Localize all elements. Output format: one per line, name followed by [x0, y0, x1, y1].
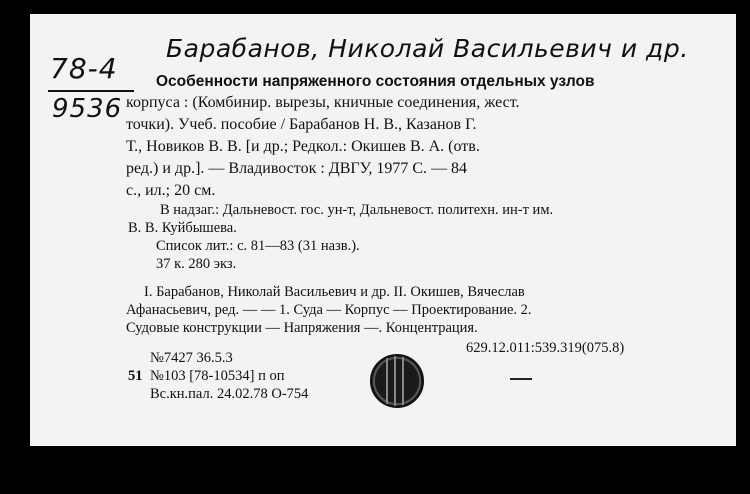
- stray-dash-mark: [510, 378, 532, 380]
- registry-line-3: Вс.кн.пал. 24.02.78 О-754: [150, 386, 309, 402]
- body-line-title: Особенности напряженного состояния отдельных узлов: [156, 73, 595, 90]
- registry-line-2: №103 [78-10534] п оп: [150, 368, 285, 384]
- body-line: точки). Учеб. пособие / Барабанов Н. В., Казанов Г.: [126, 116, 477, 133]
- tracing-line: Афанасьевич, ред. — — 1. Суда — Корпус — Проектирование. 2.: [126, 302, 532, 318]
- note-line: 37 к. 280 экз.: [156, 256, 237, 272]
- handwritten-author-heading: Барабанов, Николай Васильевич и др.: [166, 34, 689, 63]
- tracing-line: I. Барабанов, Николай Васильевич и др. II. Окишев, Вячеслав: [144, 284, 525, 300]
- note-line: В надзаг.: Дальневост. гос. ун-т, Дальневост. политехн. ин-т им.: [160, 202, 554, 218]
- registry-line-1: №7427 36.5.3: [150, 350, 233, 366]
- body-line: ред.) и др.]. — Владивосток : ДВГУ, 1977 С. — 84: [126, 160, 468, 177]
- handwritten-call-number-bottom: 9536: [52, 94, 123, 124]
- call-number-divider: [48, 90, 134, 92]
- body-line: Т., Новиков В. В. [и др.; Редкол.: Окишев В. А. (отв.: [126, 138, 480, 155]
- catalog-card: [30, 14, 736, 446]
- card-punch-hole: [370, 354, 424, 408]
- note-line: В. В. Куйбышева.: [128, 220, 237, 236]
- hole-stripes: [372, 356, 422, 406]
- classification-index: 629.12.011:539.319(075.8): [466, 340, 625, 356]
- handwritten-call-number-top: 78-4: [50, 52, 118, 85]
- body-line: с., ил.; 20 см.: [126, 182, 216, 199]
- note-line: Список лит.: с. 81—83 (31 назв.).: [156, 238, 360, 254]
- body-line: корпуса : (Комбинир. вырезы, кничные соединения, жест.: [126, 94, 520, 111]
- registry-prefix: 51: [128, 368, 143, 384]
- tracing-line: Судовые конструкции — Напряжения —. Концентрация.: [126, 320, 478, 336]
